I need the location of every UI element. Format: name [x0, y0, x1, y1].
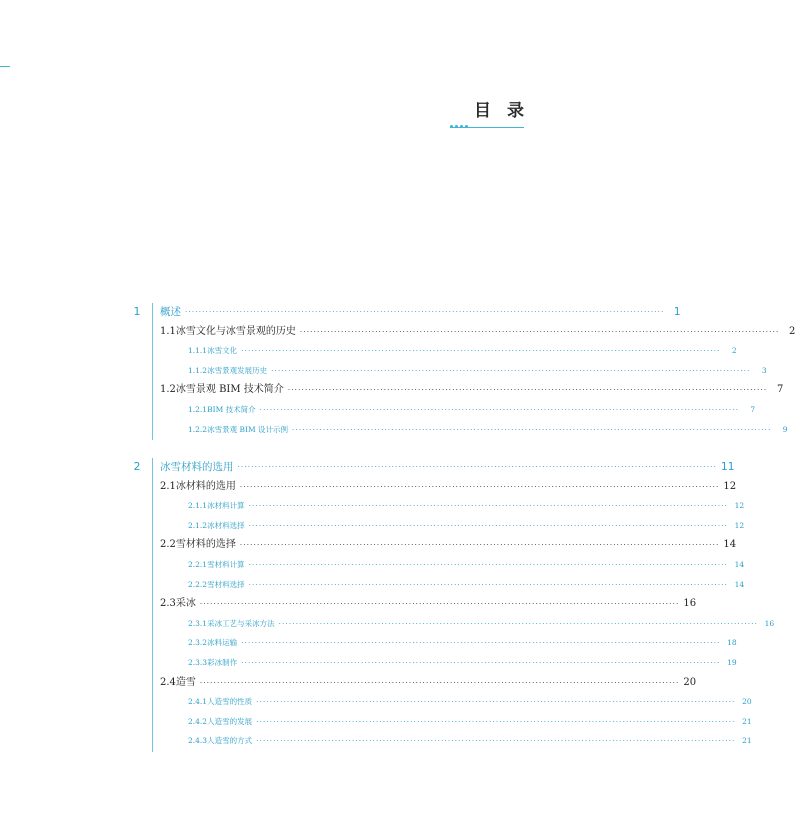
toc-section-entry[interactable]: [130, 595, 697, 613]
dot-leader: ············································································································································: [292, 425, 772, 434]
page-number: 1: [673, 306, 681, 318]
entry-number: 2.1: [160, 480, 176, 492]
toc-section-entry[interactable]: [130, 536, 737, 554]
toc-subsection-entry[interactable]: [130, 615, 775, 633]
page-number: 21: [742, 736, 752, 746]
toc-heading: [450, 96, 540, 128]
chapter-number: 1: [133, 305, 141, 318]
dot-leader: ············································································································································: [241, 659, 721, 667]
dot-leader: ············································································································································: [287, 386, 768, 395]
entry-title: 人造雪的方式: [207, 736, 253, 746]
page-number: 20: [742, 697, 752, 707]
toc-subsection-entry[interactable]: [130, 362, 767, 380]
page-title: 目录: [474, 101, 540, 121]
entry-number: 2.2.2: [188, 579, 208, 589]
entry-title: 冰雪文化与冰雪景观的历史: [175, 325, 296, 337]
entry-title: 采冰: [175, 598, 196, 610]
entry-number: 1.2: [160, 384, 176, 396]
toc-subsection-entry[interactable]: [130, 401, 756, 419]
toc-subsection-entry[interactable]: [130, 634, 737, 652]
entry-title: 人造雪的发展: [207, 716, 253, 726]
page-number: 14: [723, 539, 737, 551]
toc-subsection-entry[interactable]: [130, 421, 788, 439]
entry-number: 2.2.1: [188, 560, 208, 569]
toc-chapter-entry[interactable]: [130, 458, 735, 476]
toc-section-entry[interactable]: [130, 381, 784, 399]
entry-title: 冰材料的选用: [175, 480, 236, 492]
page-number: 20: [683, 676, 697, 688]
entry-title: 概述: [160, 306, 181, 318]
entry-title: 冰雪景观发展历史: [207, 365, 268, 375]
entry-number: 2.4.3: [188, 736, 208, 746]
toc-section-entry[interactable]: [130, 323, 795, 341]
dot-leader: ············································································································································: [199, 678, 680, 687]
toc-chapter: [130, 303, 795, 440]
entry-title: 雪材料计算: [207, 560, 245, 569]
page-number: 21: [742, 716, 752, 726]
toc-subsection-entry[interactable]: [130, 576, 745, 594]
chapter-number: 2: [133, 460, 141, 473]
entry-number: 2.3.1: [188, 618, 208, 628]
toc-subsection-entry[interactable]: [130, 497, 745, 515]
page-number: 14: [734, 579, 745, 589]
toc-subsection-entry[interactable]: [130, 556, 745, 574]
dot-leader: ············································································································································: [248, 521, 729, 530]
dot-leader: ············································································································································: [241, 347, 721, 356]
toc-section-entry[interactable]: [130, 478, 737, 496]
page-number: 16: [683, 598, 697, 610]
title-rule: [450, 127, 524, 128]
corner-mark: [0, 66, 10, 67]
entry-number: 1.1: [160, 325, 176, 337]
dot-leader: ············································································································································: [241, 639, 721, 648]
entry-title: 雪材料的选择: [175, 539, 236, 551]
entry-number: 2.1.2: [188, 520, 208, 530]
entry-title: 彩冰制作: [207, 658, 238, 667]
page-number: 12: [734, 501, 745, 511]
dot-leader: ············································································································································: [239, 482, 720, 491]
entry-title: 冰材料选择: [207, 520, 245, 530]
toc-chapter: [130, 458, 775, 752]
page-number: 2: [789, 325, 795, 337]
page-number: 14: [734, 560, 745, 569]
toc-subsection-entry[interactable]: [130, 693, 752, 711]
entry-title: 冰雪景观 BIM 设计示例: [207, 424, 289, 434]
dot-leader: ············································································································································: [299, 327, 780, 336]
entry-number: 2.2: [160, 539, 176, 551]
dot-leader: ············································································································································: [278, 619, 759, 628]
dot-leader: ············································································································································: [185, 308, 665, 316]
page-number: 7: [776, 384, 784, 396]
entry-title: 造雪: [175, 676, 196, 688]
entry-title: BIM 技术简介: [207, 405, 256, 414]
page-number: 18: [727, 638, 737, 648]
entry-title: 冰雪景观 BIM 技术简介: [175, 384, 284, 396]
dot-leader: ············································································································································: [256, 698, 736, 707]
page-number: 12: [734, 520, 745, 530]
toc-chapter-entry[interactable]: [130, 303, 681, 321]
page-number: 12: [723, 480, 737, 492]
entry-title: 人造雪的性质: [207, 697, 253, 707]
entry-number: 2.4: [160, 676, 176, 688]
dot-leader: ············································································································································: [199, 600, 680, 609]
entry-title: 冰雪文化: [207, 346, 238, 356]
dot-leader: ············································································································································: [256, 717, 736, 726]
entry-number: 2.4.2: [188, 716, 208, 726]
page-number: 2: [731, 346, 737, 356]
page-number: 19: [727, 658, 737, 667]
toc-subsection-entry[interactable]: [130, 713, 752, 731]
dot-leader: ············································································································································: [271, 366, 751, 375]
entry-number: 2.4.1: [188, 697, 208, 707]
entry-number: 1.1.1: [188, 346, 208, 356]
entry-number: 2.3: [160, 598, 176, 610]
dot-leader: ············································································································································: [256, 737, 736, 746]
title-dots: [450, 125, 468, 128]
dot-leader: ············································································································································: [259, 406, 740, 414]
entry-number: 1.2.2: [188, 424, 208, 434]
page-number: 9: [782, 424, 788, 434]
entry-title: 雪材料选择: [207, 579, 245, 589]
page-number: 7: [750, 405, 756, 414]
dot-leader: ············································································································································: [248, 502, 729, 511]
dot-leader: ············································································································································: [248, 580, 729, 589]
entry-number: 2.3.2: [188, 638, 208, 648]
toc-section-entry[interactable]: [130, 674, 697, 692]
entry-title: 采冰工艺与采冰方法: [207, 618, 275, 628]
toc-subsection-entry[interactable]: [130, 654, 737, 672]
entry-number: 1.1.2: [188, 365, 208, 375]
page-number: 3: [761, 365, 767, 375]
toc-subsection-entry[interactable]: [130, 517, 745, 535]
page-number: 16: [764, 618, 775, 628]
page-number: 11: [721, 461, 735, 473]
dot-leader: ············································································································································: [248, 561, 729, 569]
dot-leader: ············································································································································: [237, 463, 718, 471]
entry-title: 冰材料计算: [207, 501, 245, 511]
entry-number: 2.1.1: [188, 501, 208, 511]
toc-subsection-entry[interactable]: [130, 342, 737, 360]
entry-title: 冰料运输: [207, 638, 238, 648]
toc-subsection-entry[interactable]: [130, 732, 752, 750]
entry-title: 冰雪材料的选用: [160, 461, 234, 473]
entry-number: 2.3.3: [188, 658, 208, 667]
dot-leader: ············································································································································: [239, 541, 720, 550]
entry-number: 1.2.1: [188, 405, 208, 414]
